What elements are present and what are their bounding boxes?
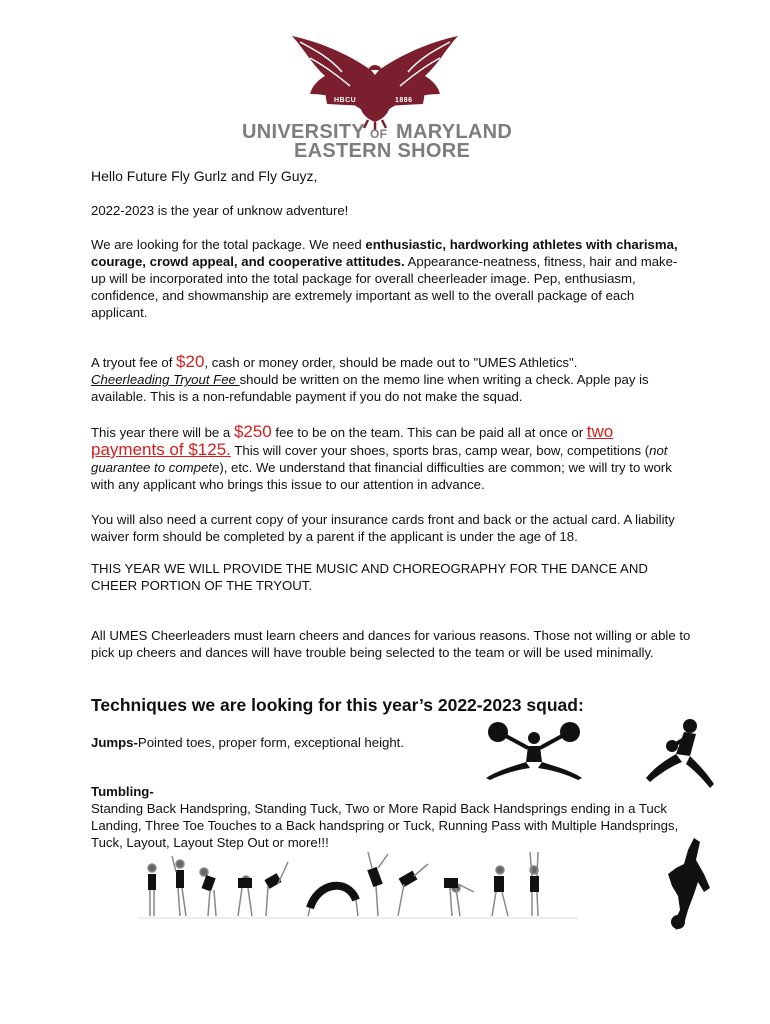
logo-university: UNIVERSITY bbox=[242, 121, 366, 143]
p1-bold: enthusiastic, hardworking athletes with charisma, courage, crowd appeal, and cooperative attitudes. bbox=[91, 237, 678, 269]
cheerleader-jump-silhouette-icon bbox=[484, 718, 584, 784]
two-payments-text: two payments of $125. bbox=[91, 422, 614, 459]
p3-text-d: ), etc. We understand that financial difficulties are common; we will try to work with any applicant who brings this issue to our attention in advance. bbox=[91, 460, 672, 492]
jumps-label: Jumps- bbox=[91, 735, 138, 750]
jumps-line bbox=[91, 734, 404, 751]
logo-maryland: MARYLAND bbox=[396, 121, 513, 143]
jumps-text: Pointed toes, proper form, exceptional height. bbox=[137, 735, 405, 750]
paragraph-total-package bbox=[91, 236, 691, 321]
p2-text-b: , cash or money order, should be made out to "UMES Athletics". bbox=[204, 355, 578, 370]
tumbling-text: Standing Back Handspring, Standing Tuck, Two or More Rapid Back Handsprings ending in a Tuck Landing, Three Toe Touches to a Back handspring or Tuck, Running Pass with Multiple Handsprings, Tuck, Layout, Layout Step Out or more!!! bbox=[91, 801, 679, 850]
logo-year: 1886 bbox=[395, 97, 413, 104]
paragraph-tryout-fee bbox=[91, 353, 691, 405]
p3-text-b: fee to be on the team. This can be paid all at once or bbox=[271, 425, 587, 440]
tumbling-label: Tumbling- bbox=[91, 784, 154, 799]
paragraph-music-choreography: THIS YEAR WE WILL PROVIDE THE MUSIC AND CHOREOGRAPHY FOR THE DANCE AND CHEER PORTION OF THE TRYOUT. bbox=[91, 561, 648, 593]
paragraph-insurance: You will also need a current copy of your insurance cards front and back or the actual card. A liability waiver form should be completed by a parent if the applicant is under the age of 18. bbox=[91, 512, 675, 544]
tumbling-block bbox=[91, 783, 681, 851]
p2-text-a: A tryout fee of bbox=[91, 355, 177, 370]
paragraph-cheers-dances: All UMES Cheerleaders must learn cheers and dances for various reasons. Those not willing or able to pick up cheers and dances will have trouble being selected to the team or will be used minimally. bbox=[91, 628, 691, 660]
tumbler-flip-silhouette-icon bbox=[664, 834, 716, 934]
techniques-heading: Techniques we are looking for this year’s 2022-2023 squad: bbox=[91, 695, 584, 715]
cheerleader-kick-silhouette-icon bbox=[640, 716, 720, 792]
logo-hbcu: HBCU bbox=[334, 97, 357, 104]
eagle-logo-icon bbox=[230, 28, 520, 163]
logo-eastern-shore: EASTERN SHORE bbox=[294, 140, 471, 162]
p3-italic: not guarantee to compete bbox=[91, 443, 668, 475]
p1-text-a: We are looking for the total package. We need bbox=[91, 237, 366, 252]
tryout-fee-amount: $20 bbox=[176, 352, 205, 371]
paragraph-team-fee bbox=[91, 423, 691, 493]
greeting: Hello Future Fly Gurlz and Fly Guyz, bbox=[91, 168, 318, 184]
logo-of: OF bbox=[370, 127, 388, 141]
university-logo bbox=[230, 28, 520, 163]
p3-text-c: This will cover your shoes, sports bras, camp wear, bow, competitions ( bbox=[230, 443, 650, 458]
team-fee-amount: $250 bbox=[233, 422, 272, 441]
p2-text-c: should be written on the memo line when writing a check. Apple pay is available. This is a non-refundable payment if you do not make the squad. bbox=[91, 372, 649, 404]
memo-line-text: Cheerleading Tryout Fee bbox=[91, 372, 240, 387]
back-handspring-sequence-icon bbox=[138, 848, 578, 920]
p1-text-b: Appearance-neatness, fitness, hair and make-up will be incorporated into the total package for overall cheerleader image. Pep, enthusiasm, confidence, and showmanship are extremely important as well to the overall package of each applicant. bbox=[91, 254, 678, 320]
p3-text-a: This year there will be a bbox=[91, 425, 234, 440]
intro-line: 2022-2023 is the year of unknow adventure! bbox=[91, 203, 349, 218]
